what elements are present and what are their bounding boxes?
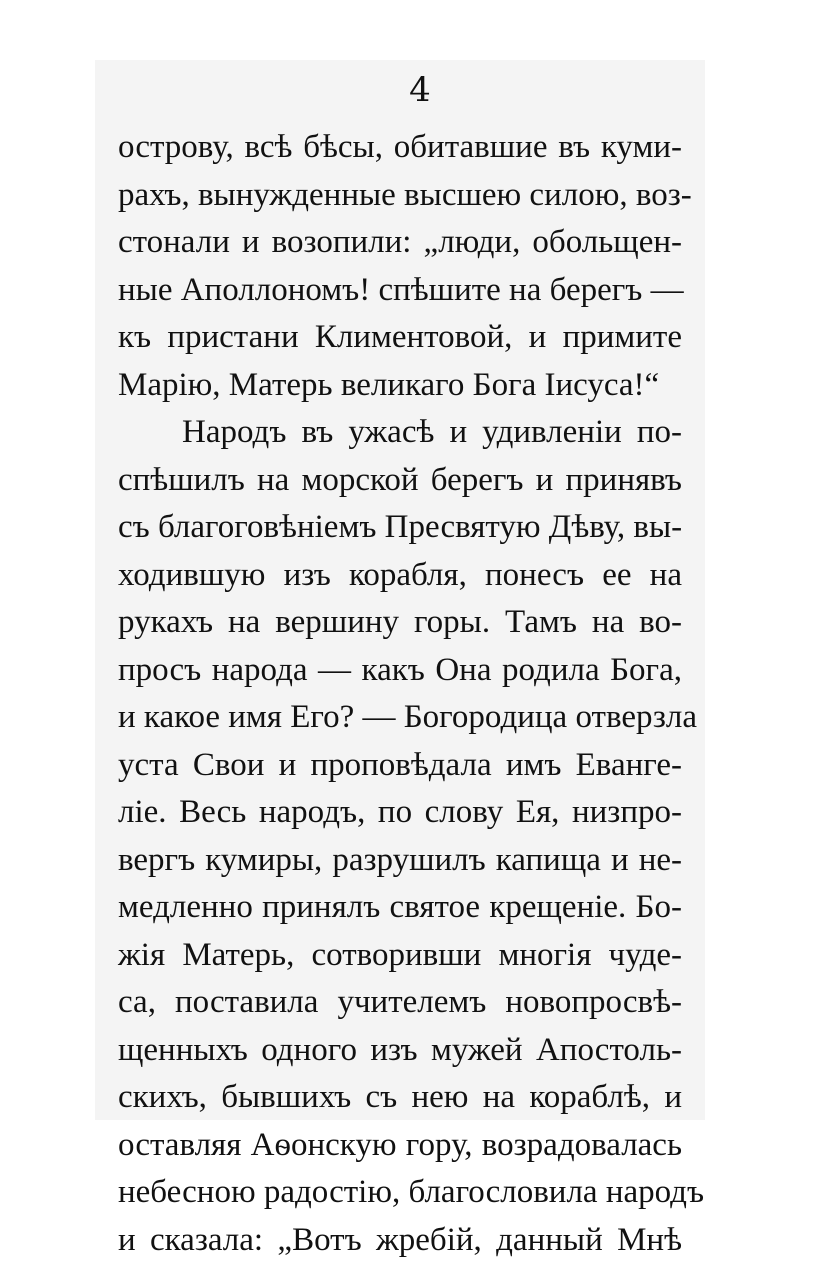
text-line: медленно принялъ святое крещеніе. Бо- — [118, 884, 682, 932]
text-line: и сказала: „Вотъ жребій, данный Мнѣ — [118, 1217, 682, 1264]
text-line: острову, всѣ бѣсы, обитавшие въ куми- — [118, 124, 682, 172]
text-line: къ пристани Климентовой, и примите — [118, 314, 682, 362]
text-line: Марію, Матерь великаго Бога Іисуса!“ — [118, 362, 682, 410]
text-line: са, поставила учителемъ новопросвѣ- — [118, 979, 682, 1027]
text-line: съ благоговѣніемъ Пресвятую Дѣву, вы- — [118, 504, 682, 552]
text-line: стонали и возопили: „люди, обольщен- — [118, 219, 682, 267]
text-line: Народъ въ ужасѣ и удивленіи по- — [118, 409, 682, 457]
text-line: ліе. Весь народъ, по слову Ея, низпро- — [118, 789, 682, 837]
text-line: и какое имя Его? — Богородица отверзла — [118, 694, 682, 742]
text-line: просъ народа — какъ Она родила Бога, — [118, 647, 682, 695]
text-line: скихъ, бывшихъ съ нею на кораблѣ, и — [118, 1074, 682, 1122]
text-line: оставляя Аѳонскую гору, возрадовалась — [118, 1122, 682, 1170]
text-line: ходившую изъ корабля, понесъ ее на — [118, 552, 682, 600]
text-line: уста Свои и проповѣдала имъ Еванге- — [118, 742, 682, 790]
text-line: вергъ кумиры, разрушилъ капища и не- — [118, 837, 682, 885]
text-line: рукахъ на вершину горы. Тамъ на во- — [118, 599, 682, 647]
text-line: спѣшилъ на морской берегъ и принявъ — [118, 457, 682, 505]
text-line: жія Матерь, сотворивши многія чуде- — [118, 932, 682, 980]
text-line: рахъ, вынужденные высшею силою, воз- — [118, 172, 682, 220]
text-line: небесною радостію, благословила народъ — [118, 1169, 682, 1217]
text-line: ные Аполлономъ! спѣшите на берегъ — — [118, 267, 682, 315]
body-text — [118, 124, 682, 1264]
page-number: 4 — [0, 70, 840, 110]
text-line: щенныхъ одного изъ мужей Апостоль- — [118, 1027, 682, 1075]
